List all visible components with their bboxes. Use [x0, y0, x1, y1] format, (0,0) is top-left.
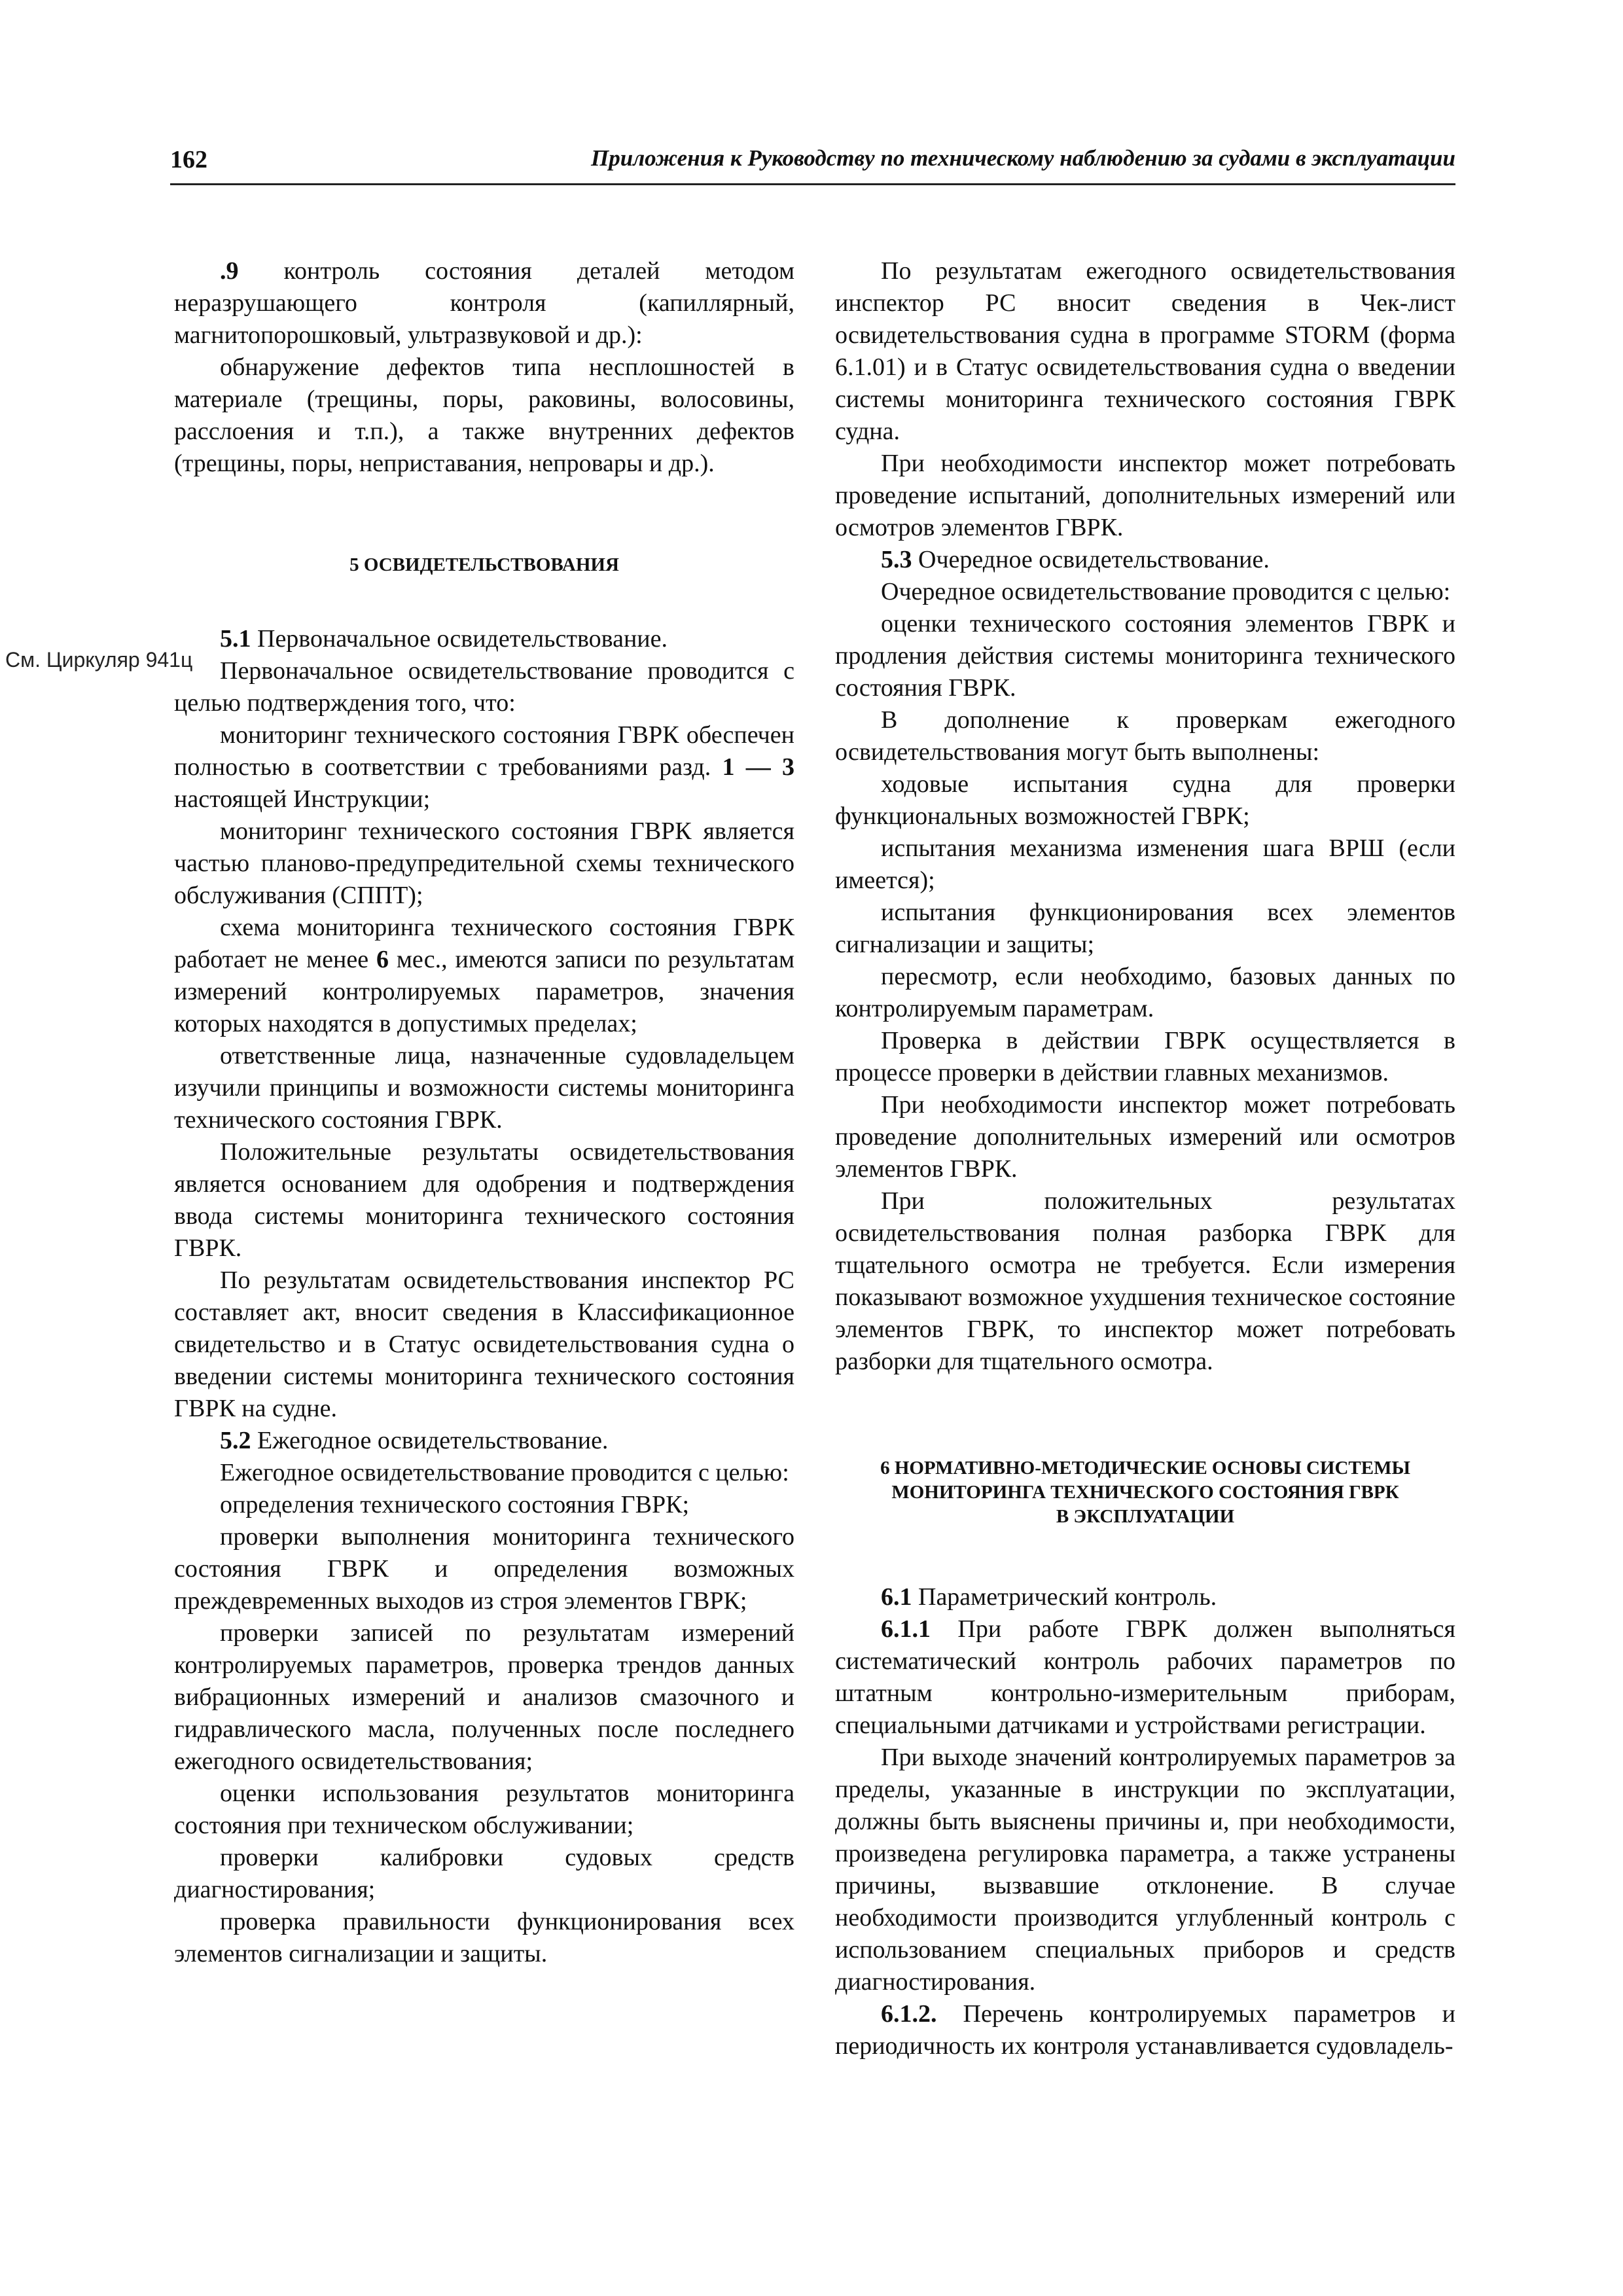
paragraph: По результатам освидетельствования инспектор РС составляет акт, вносит сведения в Классификационное свидетельство и в Статус освидетельствования судна о введении системы мониторинга технического состояния ГВРК на судне.	[174, 1266, 794, 1422]
paragraph: Очередное освидетельствование проводится с целью:	[881, 578, 1451, 605]
section-heading: 6 НОРМАТИВНО-МЕТОДИЧЕСКИЕ ОСНОВЫ СИСТЕМЫ МОНИТОРИНГА ТЕХНИЧЕСКОГО СОСТОЯНИЯ ГВРК В ЭКСПЛУАТАЦИИ	[880, 1458, 1410, 1527]
paragraph: определения технического состояния ГВРК;	[220, 1491, 690, 1518]
paragraph: В дополнение к проверкам ежегодного освидетельствования могут быть выполнены:	[835, 706, 1455, 766]
right-column	[835, 255, 1455, 2062]
subsection-title: 5.3 Очередное освидетельствование.	[881, 546, 1270, 573]
paragraph: Ежегодное освидетельствование проводится с целью:	[220, 1459, 789, 1486]
section-heading: 5 ОСВИДЕТЕЛЬСТВОВАНИЯ	[349, 554, 619, 575]
paragraph: Положительные результаты освидетельствования является основанием для одобрения и подтверждения ввода системы мониторинга технического состояния ГВРК.	[174, 1138, 794, 1262]
paragraph: оценки технического состояния элементов ГВРК и продления действия системы мониторинга технического состояния ГВРК.	[835, 610, 1455, 702]
paragraph: мониторинг технического состояния ГВРК обеспечен полностью в соответствии с требованиями разд. 1 — 3 настоящей Инструкции;	[174, 721, 794, 813]
paragraph: ответственные лица, назначенные судовладельцем изучили принципы и возможности системы мониторинга технического состояния ГВРК.	[174, 1042, 794, 1134]
paragraph: При выходе значений контролируемых параметров за пределы, указанные в инструкции по эксплуатации, должны быть выяснены причины и, при необходимости, произведена регулировка параметра, а также устранены причины, вызвавшие отклонение. В случае необходимости производится углубленный контроль с использованием специальных приборов и средств диагностирования.	[835, 1744, 1455, 1996]
page-number: 162	[170, 146, 207, 173]
paragraph: 6.1.2. Перечень контролируемых параметров и периодичность их контроля устанавливается судовладель-	[835, 2000, 1455, 2060]
paragraph: испытания функционирования всех элементов сигнализации и защиты;	[835, 899, 1455, 958]
paragraph: мониторинг технического состояния ГВРК является частью планово-предупредительной схемы технического обслуживания (СППТ);	[174, 817, 794, 909]
paragraph: При необходимости инспектор может потребовать проведение дополнительных измерений или осмотров элементов ГВРК.	[835, 1091, 1455, 1183]
paragraph: ходовые испытания судна для проверки функциональных возможностей ГВРК;	[835, 770, 1455, 830]
paragraph: проверка правильности функционирования всех элементов сигнализации и защиты.	[174, 1908, 794, 1967]
subsection-title: 6.1 Параметрический контроль.	[881, 1583, 1217, 1611]
left-column	[174, 255, 794, 1970]
paragraph: испытания механизма изменения шага ВРШ (если имеется);	[835, 834, 1455, 894]
paragraph: По результатам ежегодного освидетельствования инспектор РС вносит сведения в Чек-лист освидетельствования судна в программе STORM (форма 6.1.01) и в Статус освидетельствования судна о введении системы мониторинга технического состояния ГВРК судна.	[835, 257, 1455, 445]
paragraph: Первоначальное освидетельствование проводится с целью подтверждения того, что:	[174, 657, 794, 717]
paragraph: пересмотр, если необходимо, базовых данных по контролируемым параметрам.	[835, 963, 1455, 1022]
paragraph: проверки калибровки судовых средств диагностирования;	[174, 1844, 794, 1903]
subsection-title: 5.2 Ежегодное освидетельствование.	[220, 1427, 609, 1454]
margin-note: См. Циркуляр 941ц	[5, 648, 193, 672]
paragraph: При необходимости инспектор может потребовать проведение испытаний, дополнительных измерений или осмотров элементов ГВРК.	[835, 450, 1455, 541]
paragraph: схема мониторинга технического состояния ГВРК работает не менее 6 мес., имеются записи по результатам измерений контролируемых параметров, значения которых находятся в допустимых пределах;	[174, 914, 794, 1037]
paragraph: 6.1.1 При работе ГВРК должен выполняться систематический контроль рабочих параметров по штатным контрольно-измерительным приборам, специальными датчиками и устройствами регистрации.	[835, 1615, 1455, 1739]
paragraph: проверки выполнения мониторинга технического состояния ГВРК и определения возможных преждевременных выходов из строя элементов ГВРК;	[174, 1523, 794, 1615]
page-header	[170, 145, 1455, 185]
paragraph: Проверка в действии ГВРК осуществляется в процессе проверки в действии главных механизмов.	[835, 1027, 1455, 1086]
paragraph: оценки использования результатов мониторинга состояния при техническом обслуживании;	[174, 1780, 794, 1839]
paragraph: .9 контроль состояния деталей методом неразрушающего контроля (капиллярный, магнитопорошковый, ультразвуковой и др.):	[174, 257, 794, 349]
paragraph: При положительных результатах освидетельствования полная разборка ГВРК для тщательного осмотра не требуется. Если измерения показывают возможное ухудшения техническое состояние элементов ГВРК, то инспектор может потребовать разборки для тщательного осмотра.	[835, 1187, 1455, 1375]
paragraph: проверки записей по результатам измерений контролируемых параметров, проверка трендов данных вибрационных измерений и анализов смазочного и гидравлического масла, полученных после последнего ежегодного освидетельствования;	[174, 1619, 794, 1775]
paragraph: обнаружение дефектов типа несплошностей в материале (трещины, поры, раковины, волосовины, расслоения и т.п.), а также внутренних дефектов (трещины, поры, неприставания, непровары и др.).	[174, 353, 794, 477]
running-title: Приложения к Руководству по техническому наблюдению за судами в эксплуатации	[591, 145, 1455, 171]
item-number: .9	[220, 257, 239, 285]
subsection-title: 5.1 Первоначальное освидетельствование.	[220, 625, 668, 653]
